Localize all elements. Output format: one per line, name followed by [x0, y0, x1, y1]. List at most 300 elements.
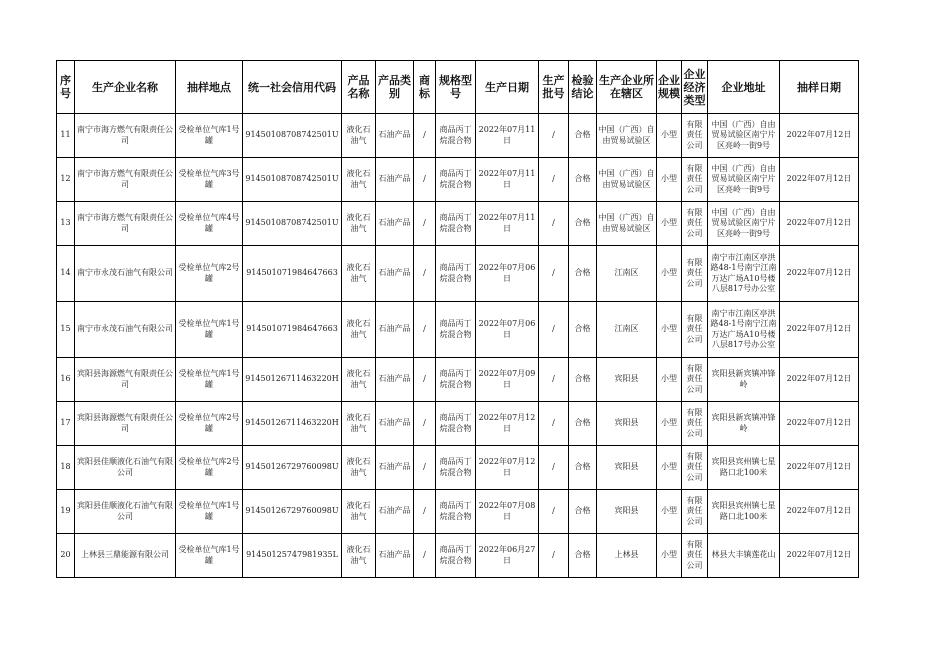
cell-scale: [657, 490, 682, 534]
header-cell-brand: 商标: [414, 61, 436, 114]
cell-scale-text: 小型: [661, 550, 677, 560]
cell-site: [176, 402, 243, 446]
cell-site: [176, 114, 243, 158]
cell-company-text: 南宁市永茂石油气有限公司: [77, 324, 173, 334]
cell-batch-text: /: [552, 462, 555, 472]
cell-address-text: 宾阳县宾州镇七星路口北100米: [711, 457, 776, 477]
cell-company: [75, 302, 176, 358]
cell-product: [342, 302, 376, 358]
cell-prod-date-text: 2022年07月11日: [478, 125, 536, 145]
cell-district: [597, 358, 657, 402]
cell-district: [597, 114, 657, 158]
cell-batch-text: /: [552, 324, 555, 334]
cell-econ: [682, 446, 708, 490]
cell-econ: [682, 114, 708, 158]
cell-econ-text: 有限责任公司: [686, 313, 703, 344]
cell-spec-text: 商品丙丁烷混合物: [439, 125, 472, 145]
cell-scale: [657, 446, 682, 490]
cell-site: [176, 446, 243, 490]
cell-prod-date-text: 2022年07月06日: [478, 319, 536, 339]
cell-company: [75, 158, 176, 202]
header-cell-result: 检验结论: [569, 61, 597, 114]
cell-spec-text: 商品丙丁烷混合物: [439, 213, 472, 233]
cell-sample-date-text: 2022年07月12日: [786, 218, 852, 228]
cell-product: [342, 246, 376, 302]
cell-district: [597, 158, 657, 202]
cell-category: [376, 302, 414, 358]
cell-product: [342, 446, 376, 490]
cell-site-text: 受检单位气库1号罐: [178, 545, 240, 565]
cell-address-text: 南宁市江南区亭洪路48-1号南宁江南万达广场A10号楼八层817号办公室: [710, 252, 777, 293]
header-cell-district: 生产企业所在辖区: [597, 61, 657, 114]
header-cell-sample-date: 抽样日期: [780, 61, 859, 114]
cell-code-text: 91450125747981935L: [246, 550, 338, 560]
cell-code-text: 914501071984647663: [246, 268, 338, 278]
cell-address-text: 中国（广西）自由贸易试验区南宁片区亮岭一街9号: [711, 207, 776, 238]
cell-company: [75, 358, 176, 402]
table-row: [57, 202, 859, 246]
cell-category-text: 石油产品: [378, 130, 411, 140]
cell-spec: [436, 202, 476, 246]
cell-brand: [414, 302, 436, 358]
cell-brand-text: /: [423, 550, 426, 560]
cell-sample-date: [780, 358, 859, 402]
cell-prod-date: [476, 302, 539, 358]
cell-scale-text: 小型: [661, 268, 677, 278]
cell-site: [176, 490, 243, 534]
cell-spec-text: 商品丙丁烷混合物: [439, 169, 472, 189]
cell-scale-text: 小型: [661, 506, 677, 516]
cell-product-text: 液化石油气: [346, 501, 371, 521]
cell-address: [708, 446, 780, 490]
cell-result: [569, 158, 597, 202]
cell-sample-date: [780, 446, 859, 490]
cell-category-text: 石油产品: [378, 218, 411, 228]
cell-econ-text: 有限责任公司: [686, 407, 703, 438]
cell-address: [708, 358, 780, 402]
cell-product: [342, 158, 376, 202]
cell-product: [342, 402, 376, 446]
cell-district: [597, 534, 657, 578]
cell-result-text: 合格: [574, 418, 591, 428]
cell-category: [376, 358, 414, 402]
cell-code: [243, 158, 342, 202]
cell-company-text: 南宁市海方燃气有限责任公司: [77, 169, 173, 189]
header-cell-no: 序号: [57, 61, 75, 114]
cell-brand-text: /: [423, 418, 426, 428]
cell-site-text: 受检单位气库2号罐: [178, 457, 240, 477]
cell-batch: [539, 358, 569, 402]
cell-product: [342, 358, 376, 402]
cell-batch-text: /: [552, 550, 555, 560]
cell-prod-date-text: 2022年07月08日: [478, 501, 536, 521]
cell-product: [342, 490, 376, 534]
cell-code-text: 91450108708742501U: [245, 130, 339, 140]
cell-result-text: 合格: [574, 174, 591, 184]
cell-prod-date: [476, 446, 539, 490]
cell-sample-date-text: 2022年07月12日: [786, 418, 852, 428]
header-cell-batch: 生产批号: [539, 61, 569, 114]
cell-batch-text: /: [552, 418, 555, 428]
cell-econ-text: 有限责任公司: [686, 163, 703, 194]
cell-batch: [539, 202, 569, 246]
cell-no-text: 14: [60, 268, 71, 278]
cell-no: [57, 158, 75, 202]
cell-product: [342, 202, 376, 246]
cell-company-text: 南宁市海方燃气有限责任公司: [77, 125, 173, 145]
cell-company: [75, 246, 176, 302]
cell-company-text: 南宁市海方燃气有限责任公司: [77, 213, 173, 233]
table-row: [57, 402, 859, 446]
cell-batch-text: /: [552, 374, 555, 384]
cell-site-text: 受检单位气库1号罐: [178, 319, 240, 339]
cell-result-text: 合格: [574, 268, 591, 278]
cell-econ-text: 有限责任公司: [686, 257, 703, 288]
cell-brand-text: /: [423, 324, 426, 334]
cell-district-text: 中国（广西）自由贸易试验区: [598, 125, 655, 145]
cell-batch-text: /: [552, 130, 555, 140]
cell-code: [243, 202, 342, 246]
cell-no-text: 20: [60, 550, 71, 560]
cell-code: [243, 402, 342, 446]
cell-company: [75, 402, 176, 446]
header-cell-code: 统一社会信用代码: [243, 61, 342, 114]
header-cell-scale: 企业规模: [657, 61, 682, 114]
cell-district-text: 宾阳县: [614, 462, 639, 472]
cell-sample-date-text: 2022年07月12日: [786, 462, 852, 472]
cell-code-text: 91450126729760098U: [245, 506, 339, 516]
cell-spec: [436, 302, 476, 358]
cell-district: [597, 446, 657, 490]
cell-result: [569, 402, 597, 446]
cell-batch-text: /: [552, 174, 555, 184]
cell-address: [708, 490, 780, 534]
cell-no-text: 13: [60, 218, 71, 228]
table-body: [57, 114, 859, 578]
cell-product-text: 液化石油气: [346, 369, 371, 389]
table-row: [57, 114, 859, 158]
cell-result: [569, 202, 597, 246]
cell-sample-date-text: 2022年07月12日: [786, 174, 852, 184]
cell-category-text: 石油产品: [378, 550, 411, 560]
cell-site-text: 受检单位气库1号罐: [178, 369, 240, 389]
cell-product: [342, 114, 376, 158]
cell-scale-text: 小型: [661, 324, 677, 334]
cell-district: [597, 246, 657, 302]
cell-spec: [436, 114, 476, 158]
cell-site-text: 受检单位气库2号罐: [178, 413, 240, 433]
cell-brand-text: /: [423, 506, 426, 516]
cell-no-text: 15: [60, 324, 71, 334]
cell-company-text: 南宁市永茂石油气有限公司: [77, 268, 173, 278]
cell-econ: [682, 402, 708, 446]
header-cell-product: 产品名称: [342, 61, 376, 114]
cell-prod-date: [476, 114, 539, 158]
cell-brand: [414, 402, 436, 446]
cell-site: [176, 158, 243, 202]
cell-spec-text: 商品丙丁烷混合物: [439, 263, 472, 283]
cell-no: [57, 302, 75, 358]
cell-address-text: 宾阳县新宾镇冲锋岭: [711, 369, 776, 389]
cell-category-text: 石油产品: [378, 418, 411, 428]
cell-spec: [436, 358, 476, 402]
cell-batch: [539, 490, 569, 534]
cell-no: [57, 246, 75, 302]
cell-econ-text: 有限责任公司: [686, 539, 703, 570]
cell-scale: [657, 534, 682, 578]
cell-scale: [657, 158, 682, 202]
cell-econ-text: 有限责任公司: [686, 451, 703, 482]
cell-sample-date: [780, 114, 859, 158]
header-cell-address: 企业地址: [708, 61, 780, 114]
cell-brand-text: /: [423, 130, 426, 140]
cell-sample-date-text: 2022年07月12日: [786, 268, 852, 278]
cell-prod-date: [476, 490, 539, 534]
cell-product-text: 液化石油气: [346, 169, 371, 189]
cell-company: [75, 534, 176, 578]
cell-batch: [539, 402, 569, 446]
cell-brand: [414, 202, 436, 246]
cell-product-text: 液化石油气: [346, 263, 371, 283]
cell-scale-text: 小型: [661, 174, 677, 184]
header-row: [57, 61, 859, 114]
cell-product-text: 液化石油气: [346, 319, 371, 339]
cell-product-text: 液化石油气: [346, 413, 371, 433]
cell-site: [176, 534, 243, 578]
cell-no-text: 12: [60, 174, 71, 184]
cell-code: [243, 358, 342, 402]
cell-company: [75, 490, 176, 534]
cell-district-text: 上林县: [614, 550, 639, 560]
cell-scale-text: 小型: [661, 374, 677, 384]
cell-category-text: 石油产品: [378, 374, 411, 384]
cell-prod-date: [476, 158, 539, 202]
cell-code: [243, 490, 342, 534]
cell-code: [243, 446, 342, 490]
cell-product-text: 液化石油气: [346, 457, 371, 477]
cell-scale: [657, 202, 682, 246]
cell-prod-date: [476, 246, 539, 302]
cell-prod-date-text: 2022年06月27日: [478, 545, 536, 565]
cell-result: [569, 246, 597, 302]
cell-code-text: 91450108708742501U: [245, 218, 339, 228]
cell-brand: [414, 246, 436, 302]
cell-no-text: 16: [60, 374, 71, 384]
cell-address: [708, 158, 780, 202]
cell-address: [708, 302, 780, 358]
inspection-table: [56, 60, 859, 578]
cell-no: [57, 358, 75, 402]
cell-address-text: 宾阳县新宾镇冲锋岭: [711, 413, 776, 433]
cell-code-text: 914501071984647663: [246, 324, 338, 334]
cell-address: [708, 202, 780, 246]
cell-prod-date-text: 2022年07月11日: [478, 169, 536, 189]
cell-code: [243, 246, 342, 302]
cell-category: [376, 114, 414, 158]
cell-no-text: 17: [60, 418, 71, 428]
cell-sample-date-text: 2022年07月12日: [786, 550, 852, 560]
cell-category-text: 石油产品: [378, 174, 411, 184]
cell-batch: [539, 534, 569, 578]
cell-district-text: 宾阳县: [614, 418, 639, 428]
cell-sample-date-text: 2022年07月12日: [786, 374, 852, 384]
cell-spec-text: 商品丙丁烷混合物: [439, 545, 472, 565]
cell-site: [176, 202, 243, 246]
cell-sample-date: [780, 534, 859, 578]
cell-address-text: 南宁市江南区亭洪路48-1号南宁江南万达广场A10号楼八层817号办公室: [710, 308, 777, 349]
cell-district: [597, 202, 657, 246]
cell-brand: [414, 158, 436, 202]
cell-address: [708, 114, 780, 158]
cell-spec: [436, 490, 476, 534]
cell-company: [75, 446, 176, 490]
cell-category-text: 石油产品: [378, 506, 411, 516]
cell-prod-date-text: 2022年07月06日: [478, 263, 536, 283]
cell-product-text: 液化石油气: [346, 125, 371, 145]
cell-result-text: 合格: [574, 506, 591, 516]
cell-batch: [539, 158, 569, 202]
cell-brand: [414, 446, 436, 490]
cell-address-text: 宾阳县宾州镇七星路口北100米: [711, 501, 776, 521]
cell-batch-text: /: [552, 506, 555, 516]
cell-sample-date-text: 2022年07月12日: [786, 130, 852, 140]
cell-site-text: 受检单位气库3号罐: [178, 169, 240, 189]
cell-product: [342, 534, 376, 578]
cell-prod-date: [476, 202, 539, 246]
cell-address: [708, 402, 780, 446]
cell-result-text: 合格: [574, 130, 591, 140]
cell-no: [57, 534, 75, 578]
header-cell-site: 抽样地点: [176, 61, 243, 114]
cell-brand-text: /: [423, 218, 426, 228]
cell-product-text: 液化石油气: [346, 545, 371, 565]
cell-brand-text: /: [423, 462, 426, 472]
table-row: [57, 358, 859, 402]
cell-category: [376, 534, 414, 578]
cell-prod-date: [476, 534, 539, 578]
cell-result: [569, 302, 597, 358]
cell-batch-text: /: [552, 268, 555, 278]
cell-code: [243, 114, 342, 158]
cell-spec: [436, 534, 476, 578]
cell-scale: [657, 114, 682, 158]
cell-sample-date: [780, 490, 859, 534]
cell-brand-text: /: [423, 374, 426, 384]
cell-code: [243, 302, 342, 358]
cell-sample-date-text: 2022年07月12日: [786, 324, 852, 334]
cell-sample-date: [780, 158, 859, 202]
header-cell-company: 生产企业名称: [75, 61, 176, 114]
cell-district-text: 江南区: [614, 324, 639, 334]
cell-scale: [657, 402, 682, 446]
cell-result-text: 合格: [574, 218, 591, 228]
cell-district: [597, 402, 657, 446]
cell-category-text: 石油产品: [378, 324, 411, 334]
cell-econ: [682, 202, 708, 246]
cell-brand-text: /: [423, 174, 426, 184]
table-row: [57, 534, 859, 578]
cell-no: [57, 402, 75, 446]
cell-brand: [414, 490, 436, 534]
cell-result-text: 合格: [574, 374, 591, 384]
cell-district: [597, 302, 657, 358]
cell-econ: [682, 302, 708, 358]
table-row: [57, 446, 859, 490]
cell-brand: [414, 114, 436, 158]
cell-company-text: 宾阳县海源燃气有限责任公司: [77, 369, 173, 389]
cell-sample-date: [780, 202, 859, 246]
cell-code-text: 91450126711463220H: [245, 374, 339, 384]
cell-prod-date: [476, 358, 539, 402]
cell-econ-text: 有限责任公司: [686, 495, 703, 526]
cell-prod-date-text: 2022年07月11日: [478, 213, 536, 233]
cell-district-text: 中国（广西）自由贸易试验区: [598, 213, 655, 233]
cell-code-text: 91450126729760098U: [245, 462, 339, 472]
header-cell-category: 产品类别: [376, 61, 414, 114]
cell-econ-text: 有限责任公司: [686, 119, 703, 150]
cell-site-text: 受检单位气库2号罐: [178, 263, 240, 283]
cell-batch-text: /: [552, 218, 555, 228]
cell-result: [569, 490, 597, 534]
cell-spec: [436, 402, 476, 446]
cell-batch: [539, 302, 569, 358]
table-row: [57, 246, 859, 302]
cell-prod-date: [476, 402, 539, 446]
cell-district-text: 江南区: [614, 268, 639, 278]
cell-code: [243, 534, 342, 578]
cell-site: [176, 302, 243, 358]
cell-econ: [682, 158, 708, 202]
cell-category: [376, 202, 414, 246]
cell-sample-date: [780, 246, 859, 302]
cell-site-text: 受检单位气库1号罐: [178, 125, 240, 145]
cell-category-text: 石油产品: [378, 268, 411, 278]
cell-company-text: 上林县三鼎能源有限公司: [81, 550, 169, 560]
cell-spec-text: 商品丙丁烷混合物: [439, 369, 472, 389]
cell-scale: [657, 358, 682, 402]
cell-company-text: 宾阳县海源燃气有限责任公司: [77, 413, 173, 433]
header-cell-econ: 企业经济类型: [682, 61, 708, 114]
cell-company: [75, 202, 176, 246]
header-cell-spec: 规格型号: [436, 61, 476, 114]
cell-no: [57, 490, 75, 534]
cell-address: [708, 246, 780, 302]
cell-result-text: 合格: [574, 462, 591, 472]
cell-no-text: 18: [60, 462, 71, 472]
cell-category: [376, 158, 414, 202]
cell-result: [569, 446, 597, 490]
cell-scale: [657, 302, 682, 358]
cell-econ-text: 有限责任公司: [686, 207, 703, 238]
cell-scale-text: 小型: [661, 462, 677, 472]
cell-site: [176, 246, 243, 302]
cell-company-text: 宾阳县佳顺液化石油气有限公司: [77, 501, 173, 521]
header-cell-prod-date: 生产日期: [476, 61, 539, 114]
cell-sample-date: [780, 302, 859, 358]
cell-no-text: 19: [60, 506, 71, 516]
cell-spec: [436, 446, 476, 490]
cell-category: [376, 490, 414, 534]
cell-district-text: 宾阳县: [614, 506, 639, 516]
cell-company-text: 宾阳县佳顺液化石油气有限公司: [77, 457, 173, 477]
cell-spec: [436, 158, 476, 202]
table-row: [57, 302, 859, 358]
cell-company: [75, 114, 176, 158]
cell-code-text: 91450108708742501U: [245, 174, 339, 184]
cell-no: [57, 114, 75, 158]
cell-batch: [539, 114, 569, 158]
cell-spec-text: 商品丙丁烷混合物: [439, 501, 472, 521]
